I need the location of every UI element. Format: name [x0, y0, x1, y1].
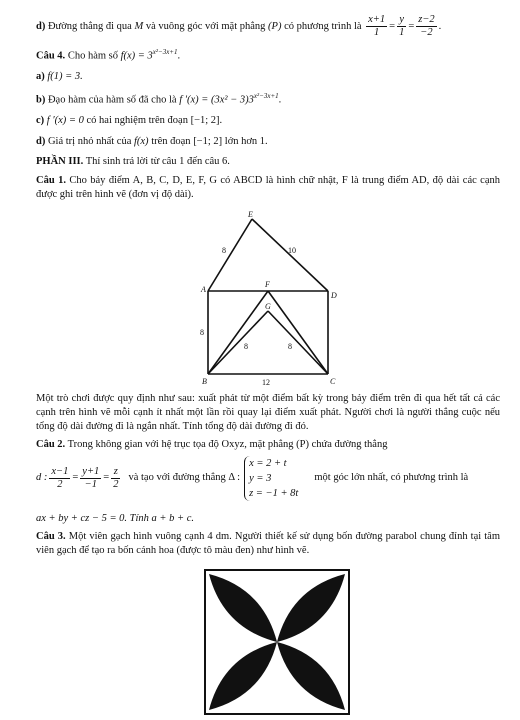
part3-heading: PHẦN III. Thí sinh trả lời từ câu 1 đến câu 6. — [36, 156, 230, 167]
fraction: $\frac{y+1}{-1}$ — [82, 466, 100, 490]
edge-gc — [268, 311, 328, 374]
q3-option-d: d) Đường thẳng đi qua M và vuông góc với mặt phẳng (P) có phương trình là $\frac{x+1}{1}$ = $\frac{y}{1}$ = $\frac{z-2}{-2}$ . — [36, 14, 442, 38]
tile-figure — [203, 568, 351, 718]
label-c: C — [330, 377, 336, 386]
c2-text-4: ax + by + cz − 5 = 0. Tính a + b + c. — [36, 513, 194, 524]
c2-text-1: Câu 2. Trong không gian với hệ trục tọa độ Oxyz, mặt phẳng (P) chứa đường thẳng — [36, 439, 388, 450]
length-bg: 8 — [244, 342, 248, 351]
line-delta-system: x = 2 + t y = 3 z = −1 + 8t — [244, 456, 298, 501]
edge-fc — [268, 291, 328, 374]
fraction: $\frac{z}{2}$ — [113, 466, 119, 490]
fraction: $\frac{x-1}{2}$ — [51, 466, 69, 490]
c3-text: Câu 3. Một viên gạch hình vuông cạnh 4 dm. Người thiết kế sử dụng bốn đường parabol chung đỉnh tại tâm viên gạch để tạo ra bốn cánh hoa (được tô màu đen) như hình vẽ. — [36, 531, 500, 557]
length-ed: 10 — [288, 246, 296, 255]
c1-game-text: Một trò chơi được quy định như sau: xuất phát từ một điểm bất kỳ trong bảy điểm trên đi qua hết tất cả các cạnh trên hình vẽ mỗi cạnh ít nhất một lần rồi quay lại điểm xuất phát. Người chơi là người thắng cuộc nếu tổng độ dài đường đi là ngắn nhất. Tính tổng độ dài đường đi đó. — [36, 393, 500, 433]
label-f: F — [265, 280, 270, 289]
edge-fb — [208, 291, 268, 374]
edge-ed — [252, 219, 328, 291]
q4-option-a: a) f(1) = 3. — [36, 71, 83, 82]
label-a: A — [201, 285, 206, 294]
length-bc: 12 — [262, 378, 270, 387]
geometry-figure — [190, 208, 350, 390]
q4-option-c: c) f ′(x) = 0 có hai nghiệm trên đoạn [−1; 2]. — [36, 115, 223, 126]
q4-option-b: b) Đạo hàm của hàm số đã cho là f $'(x) = (3x^2 - 3)3^{x^2-3x+1}$. — [36, 92, 282, 106]
length-ae: 8 — [222, 246, 226, 255]
edge-ae — [208, 219, 252, 291]
label-b: B — [202, 377, 207, 386]
length-gc: 8 — [288, 342, 292, 351]
c1-text: Câu 1. Cho bảy điểm A, B, C, D, E, F, G có ABCD là hình chữ nhật, F là trung điểm AD, độ dài các cạnh được ghi trên hình vẽ (đơn vị độ dài). — [36, 175, 500, 201]
q4-heading: Câu 4. Cho hàm số $f(x) = 3^{x^2-3x+1}$. — [36, 48, 181, 62]
q4-option-d: d) Giá trị nhỏ nhất của f(x) trên đoạn [−1; 2] lớn hơn 1. — [36, 136, 268, 147]
fraction: $\frac{z-2}{-2}$ — [418, 14, 435, 38]
fraction: $\frac{x+1}{1}$ — [368, 14, 386, 38]
label-g: G — [265, 302, 271, 311]
label-d: D — [331, 291, 337, 300]
fraction: $\frac{y}{1}$ — [399, 14, 405, 38]
edge-gb — [208, 311, 268, 374]
length-ab: 8 — [200, 328, 204, 337]
label-e: E — [248, 210, 253, 219]
c2-equations: d : $\frac{x-1}{2}$ = $\frac{y+1}{-1}$ = $\frac{z}{2}$ và tạo với đường thẳng Δ : x = 2 + t y = 3 z = −1 + 8t một góc lớn nhất, có phương trình là — [36, 458, 469, 499]
